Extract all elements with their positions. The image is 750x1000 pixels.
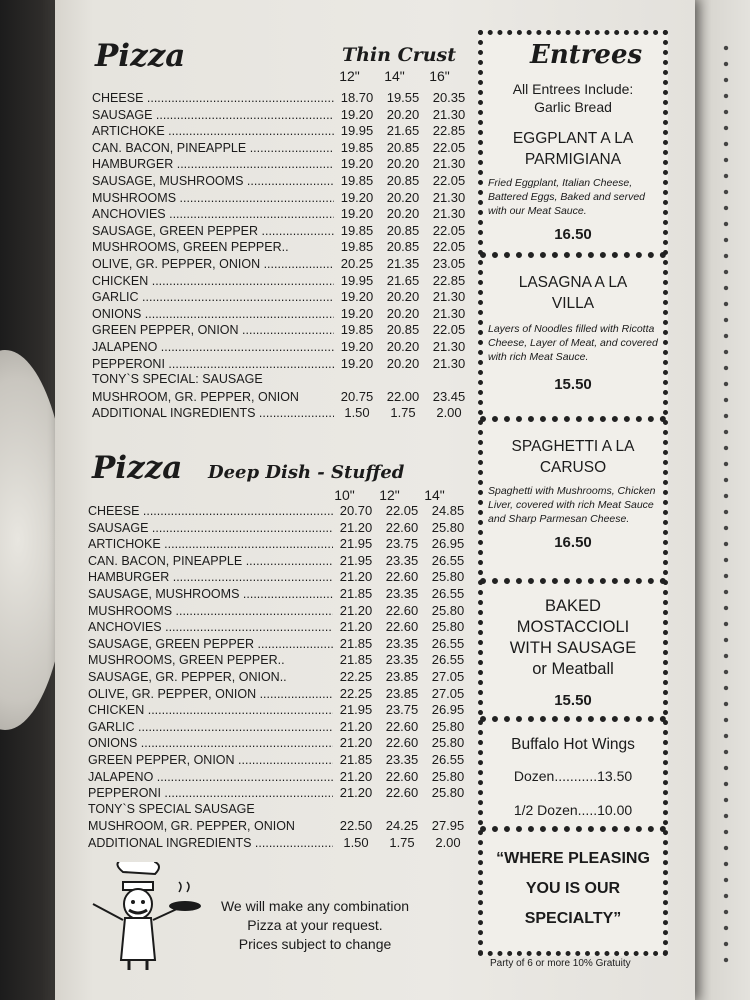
price-row (88, 603, 471, 620)
price-row (88, 702, 471, 719)
item-price: 22.85 (432, 272, 466, 288)
item-price: 19.20 (340, 106, 374, 122)
price-row (88, 636, 471, 653)
price-row (88, 536, 471, 553)
entree-spaghetti-title-2: CARUSO (539, 459, 607, 476)
item-price: 20.20 (386, 106, 420, 122)
item-price: 21.95 (339, 702, 373, 718)
price-row (92, 322, 472, 339)
item-name: CAN. BACON, PINEAPPLE ..... (88, 554, 333, 568)
deep-dish-price-list (88, 503, 471, 851)
item-price: 19.20 (340, 189, 374, 205)
price-row (92, 90, 472, 107)
deep-size-3: 14" (424, 487, 445, 503)
price-row (92, 306, 472, 323)
price-row (92, 356, 472, 373)
slogan-line-1: “WHERE PLEASING (496, 850, 650, 867)
price-row (92, 389, 472, 406)
item-name: CHICKEN ..... (88, 703, 333, 717)
item-price: 21.20 (339, 519, 373, 535)
thin-crust-subtitle: Thin Crust (342, 44, 457, 66)
item-price: 21.95 (339, 552, 373, 568)
item-price: 1.50 (344, 405, 370, 421)
item-price: 23.35 (385, 751, 419, 767)
item-price: 21.20 (339, 735, 373, 751)
item-price: 24.25 (385, 818, 419, 834)
slogan-line-3: SPECIALTY” (524, 910, 622, 927)
entree-eggplant-desc: Fried Eggplant, Italian Cheese, Battered Eggs, Baked and served with our Meat Sauce. (488, 177, 646, 217)
thin-crust-price-list (92, 90, 472, 422)
item-price: 1.75 (390, 405, 416, 421)
item-price: 24.85 (431, 503, 465, 518)
entree-spaghetti-desc: Spaghetti with Mushrooms, Chicken Liver, covered with rich Meat Sauce and Sharp Parmesan Cheese. (488, 485, 656, 525)
item-name: MUSHROOMS ..... (88, 604, 333, 618)
wings-dozen-dots: ........... (554, 768, 598, 784)
item-price: 22.05 (432, 172, 466, 188)
item-name: CHEESE ..... (92, 91, 334, 105)
item-price: 25.80 (431, 768, 465, 784)
item-price: 22.60 (385, 768, 419, 784)
price-row (92, 173, 472, 190)
item-price: 2.00 (436, 405, 462, 421)
combination-note (190, 897, 440, 954)
entree-separator (480, 826, 666, 832)
price-row (92, 405, 472, 422)
item-price: 20.70 (339, 503, 373, 518)
item-price: 18.70 (340, 90, 374, 105)
entree-eggplant-title-1: EGGPLANT A LA (512, 130, 634, 147)
price-row (88, 586, 471, 603)
entree-eggplant-price: 16.50 (554, 226, 592, 243)
item-name: ADDITIONAL INGREDIENTS ..... (88, 836, 333, 850)
item-price: 19.85 (340, 139, 374, 155)
item-name: ONIONS ..... (92, 307, 334, 321)
entree-eggplant (488, 128, 658, 243)
item-price: 26.55 (431, 552, 465, 568)
item-price: 21.30 (432, 189, 466, 205)
wings-half-price: 10.00 (597, 802, 633, 818)
item-price: 21.65 (386, 272, 420, 288)
item-price: 20.20 (386, 338, 420, 354)
item-price: 22.85 (432, 123, 466, 139)
thin-size-header (327, 68, 462, 84)
item-price: 21.30 (432, 289, 466, 305)
thin-size-3: 16" (429, 68, 450, 84)
item-name: GREEN PEPPER, ONION ..... (88, 753, 333, 767)
item-price: 21.20 (339, 768, 373, 784)
item-price: 21.85 (339, 751, 373, 767)
item-price: 20.85 (386, 222, 420, 238)
item-name: SAUSAGE ..... (92, 108, 334, 122)
item-name: GARLIC ..... (92, 290, 334, 304)
item-price: 19.20 (340, 289, 374, 305)
item-name: ANCHOVIES ..... (92, 207, 334, 221)
item-price: 19.85 (340, 172, 374, 188)
item-price: 22.50 (339, 818, 373, 834)
item-name: MUSHROOMS, GREEN PEPPER.. (88, 653, 285, 668)
entree-separator (480, 578, 666, 584)
item-price: 22.05 (432, 239, 466, 255)
entree-spaghetti-price: 16.50 (554, 534, 592, 551)
item-price: 23.45 (432, 388, 466, 404)
item-price: 21.85 (339, 585, 373, 601)
price-row (88, 818, 471, 835)
item-price: 19.20 (340, 305, 374, 321)
item-price: 22.05 (432, 222, 466, 238)
price-row (92, 123, 472, 140)
combination-note-line-2: Pizza at your request. (247, 917, 383, 933)
price-row (88, 619, 471, 636)
item-price: 23.35 (385, 635, 419, 651)
item-price: 19.95 (340, 272, 374, 288)
item-price: 20.20 (386, 189, 420, 205)
item-name: OLIVE, GR. PEPPER, ONION ..... (92, 257, 334, 271)
item-price: 23.85 (385, 685, 419, 701)
price-row (92, 206, 472, 223)
item-price: 23.35 (385, 585, 419, 601)
price-row (92, 223, 472, 240)
thin-size-1: 12" (339, 68, 360, 84)
item-name: GARLIC ..... (88, 720, 333, 734)
wings-title: Buffalo Hot Wings (511, 736, 635, 753)
item-price: 26.55 (431, 635, 465, 651)
entree-lasagna-desc: Layers of Noodles filled with Ricotta Cheese, Layer of Meat, and covered with rich Meat Sauce. (488, 323, 658, 363)
entrees-includes-line-2: Garlic Bread (534, 99, 612, 115)
price-row (88, 553, 471, 570)
item-price: 22.60 (385, 619, 419, 635)
wings-dozen-price: 13.50 (597, 768, 633, 784)
price-row (88, 769, 471, 786)
price-row (92, 107, 472, 124)
wings-half-line (488, 802, 658, 818)
wings-dozen-line (488, 768, 658, 784)
price-row (88, 569, 471, 586)
entree-separator (480, 252, 666, 258)
item-name: SAUSAGE ..... (88, 521, 333, 535)
item-price: 21.85 (339, 635, 373, 651)
entree-spaghetti (488, 436, 658, 551)
item-price: 20.25 (340, 255, 374, 271)
item-price: 27.05 (431, 668, 465, 684)
item-price: 22.05 (385, 503, 419, 518)
item-price: 26.95 (431, 536, 465, 552)
item-price: 21.65 (386, 123, 420, 139)
thin-size-2: 14" (384, 68, 405, 84)
deep-size-1: 10" (334, 487, 355, 503)
item-name: ANCHOVIES ..... (88, 620, 333, 634)
item-price: 26.95 (431, 702, 465, 718)
item-name: SAUSAGE, MUSHROOMS ..... (88, 587, 333, 601)
item-price: 22.60 (385, 735, 419, 751)
price-row (88, 719, 471, 736)
deep-size-header (322, 487, 457, 503)
item-price: 20.85 (386, 172, 420, 188)
chef-illustration (85, 862, 205, 972)
item-price: 22.60 (385, 602, 419, 618)
price-row (92, 372, 472, 389)
item-name: CAN. BACON, PINEAPPLE ..... (92, 141, 334, 155)
wings-half-dots: ..... (577, 802, 598, 818)
price-row (88, 785, 471, 802)
item-price: 19.85 (340, 322, 374, 338)
item-price: 20.20 (386, 289, 420, 305)
item-price: 21.30 (432, 106, 466, 122)
item-price: 19.20 (340, 338, 374, 354)
item-name: MUSHROOM, GR. PEPPER, ONION (88, 819, 295, 834)
item-price: 21.20 (339, 602, 373, 618)
item-name: CHICKEN ..... (92, 274, 334, 288)
entree-mostaccioli-title-4: or Meatball (532, 660, 614, 678)
item-name: SAUSAGE, GR. PEPPER, ONION.. (88, 669, 287, 684)
item-name: TONY`S SPECIAL SAUSAGE (88, 801, 255, 816)
item-name: GREEN PEPPER, ONION ..... (92, 323, 334, 337)
item-price: 19.95 (340, 123, 374, 139)
price-row (92, 156, 472, 173)
entree-mostaccioli-title-1: BAKED (545, 597, 601, 615)
price-row (88, 835, 471, 852)
item-price: 21.30 (432, 156, 466, 172)
price-row (92, 239, 472, 256)
item-name: CHEESE ..... (88, 504, 333, 518)
slogan-line-2: YOU IS OUR (525, 880, 621, 897)
item-name: PEPPERONI ..... (92, 357, 334, 371)
entree-separator (480, 416, 666, 422)
item-name: SAUSAGE, MUSHROOMS ..... (92, 174, 334, 188)
item-name: OLIVE, GR. PEPPER, ONION ..... (88, 687, 333, 701)
item-price: 23.85 (385, 668, 419, 684)
item-price: 21.30 (432, 206, 466, 222)
item-name: ARTICHOKE ..... (88, 537, 333, 551)
item-price: 21.20 (339, 619, 373, 635)
item-price: 19.20 (340, 156, 374, 172)
item-price: 22.05 (432, 139, 466, 155)
item-name: MUSHROOMS, GREEN PEPPER.. (92, 240, 289, 255)
item-price: 26.55 (431, 585, 465, 601)
item-price: 20.85 (386, 322, 420, 338)
wings-dozen-label: Dozen (513, 768, 555, 784)
next-page-dotted-border (722, 40, 730, 970)
price-row (88, 686, 471, 703)
item-price: 19.85 (340, 222, 374, 238)
price-row (88, 752, 471, 769)
item-price: 19.55 (386, 90, 420, 105)
item-price: 22.60 (385, 785, 419, 801)
deep-pizza-title: Pizza (92, 450, 183, 486)
entrees-includes (488, 80, 658, 116)
entree-mostaccioli-title-3: WITH SAUSAGE (509, 639, 637, 657)
item-name: ARTICHOKE ..... (92, 124, 334, 138)
item-price: 21.20 (339, 718, 373, 734)
entrees-title: Entrees (530, 40, 643, 70)
item-price: 19.85 (340, 239, 374, 255)
price-row (88, 669, 471, 686)
price-row (92, 273, 472, 290)
item-price: 21.30 (432, 338, 466, 354)
item-price: 27.05 (431, 685, 465, 701)
buffalo-wings (488, 736, 658, 818)
slogan (488, 844, 658, 934)
item-price: 23.35 (385, 652, 419, 668)
entree-lasagna-title-2: VILLA (551, 295, 595, 312)
entree-eggplant-title-2: PARMIGIANA (524, 151, 622, 168)
combination-note-line-1: We will make any combination (220, 898, 410, 914)
wings-half-label: 1/2 Dozen (513, 802, 578, 818)
item-price: 22.00 (386, 388, 420, 404)
entree-separator (480, 716, 666, 722)
entree-lasagna-title-1: LASAGNA A LA (518, 274, 628, 291)
price-row (88, 520, 471, 537)
entree-mostaccioli-price: 15.50 (554, 692, 592, 709)
entree-spaghetti-title-1: SPAGHETTI A LA (511, 438, 635, 455)
price-row (92, 140, 472, 157)
price-row (88, 802, 471, 819)
item-price: 21.85 (339, 652, 373, 668)
item-price: 25.80 (431, 569, 465, 585)
gratuity-note: Party of 6 or more 10% Gratuity (490, 958, 631, 969)
price-row (92, 289, 472, 306)
item-price: 21.95 (339, 536, 373, 552)
item-price: 19.20 (340, 206, 374, 222)
item-price: 26.55 (431, 751, 465, 767)
combination-note-line-3: Prices subject to change (238, 936, 392, 952)
item-price: 22.05 (432, 322, 466, 338)
thin-pizza-title: Pizza (95, 38, 186, 74)
price-row (92, 190, 472, 207)
item-price: 20.20 (386, 156, 420, 172)
item-price: 20.20 (386, 355, 420, 371)
price-row (88, 503, 471, 520)
item-price: 22.60 (385, 519, 419, 535)
item-name: SAUSAGE, GREEN PEPPER ..... (92, 224, 334, 238)
item-name: SAUSAGE, GREEN PEPPER ..... (88, 637, 333, 651)
item-price: 23.75 (385, 702, 419, 718)
item-name: HAMBURGER ..... (88, 570, 333, 584)
entree-mostaccioli-title-2: MOSTACCIOLI (516, 618, 630, 636)
item-name: ONIONS ..... (88, 736, 333, 750)
price-row (88, 735, 471, 752)
item-price: 25.80 (431, 519, 465, 535)
item-name: JALAPENO ..... (88, 770, 333, 784)
item-price: 20.35 (432, 90, 466, 105)
item-price: 20.75 (340, 388, 374, 404)
item-price: 19.20 (340, 355, 374, 371)
item-price: 20.20 (386, 305, 420, 321)
deep-dish-subtitle: Deep Dish - Stuffed (208, 462, 405, 483)
entree-lasagna (488, 272, 658, 393)
item-price: 25.80 (431, 602, 465, 618)
item-price: 21.30 (432, 305, 466, 321)
entrees-includes-line-1: All Entrees Include: (512, 81, 634, 97)
item-price: 20.85 (386, 239, 420, 255)
item-price: 22.60 (385, 718, 419, 734)
item-price: 21.35 (386, 255, 420, 271)
item-price: 25.80 (431, 718, 465, 734)
deep-size-2: 12" (379, 487, 400, 503)
price-row (92, 256, 472, 273)
item-name: JALAPENO ..... (92, 340, 334, 354)
item-name: MUSHROOMS ..... (92, 191, 334, 205)
item-price: 22.25 (339, 685, 373, 701)
item-price: 22.60 (385, 569, 419, 585)
item-price: 25.80 (431, 619, 465, 635)
item-price: 1.50 (343, 834, 369, 850)
item-price: 21.20 (339, 785, 373, 801)
item-price: 23.05 (432, 255, 466, 271)
item-name: HAMBURGER ..... (92, 157, 334, 171)
item-price: 2.00 (435, 834, 461, 850)
price-row (92, 339, 472, 356)
item-price: 20.20 (386, 206, 420, 222)
item-price: 27.95 (431, 818, 465, 834)
entree-lasagna-price: 15.50 (554, 376, 592, 393)
item-price: 20.85 (386, 139, 420, 155)
item-price: 23.35 (385, 552, 419, 568)
item-price: 21.20 (339, 569, 373, 585)
item-price: 22.25 (339, 668, 373, 684)
item-price: 26.55 (431, 652, 465, 668)
entree-mostaccioli (488, 596, 658, 709)
item-price: 25.80 (431, 735, 465, 751)
item-name: ADDITIONAL INGREDIENTS ..... (92, 406, 334, 420)
item-price: 21.30 (432, 355, 466, 371)
item-name: MUSHROOM, GR. PEPPER, ONION (92, 389, 299, 404)
item-price: 1.75 (389, 834, 415, 850)
item-price: 23.75 (385, 536, 419, 552)
item-name: TONY`S SPECIAL: SAUSAGE (92, 372, 263, 387)
item-price: 25.80 (431, 785, 465, 801)
item-name: PEPPERONI ..... (88, 786, 333, 800)
price-row (88, 652, 471, 669)
